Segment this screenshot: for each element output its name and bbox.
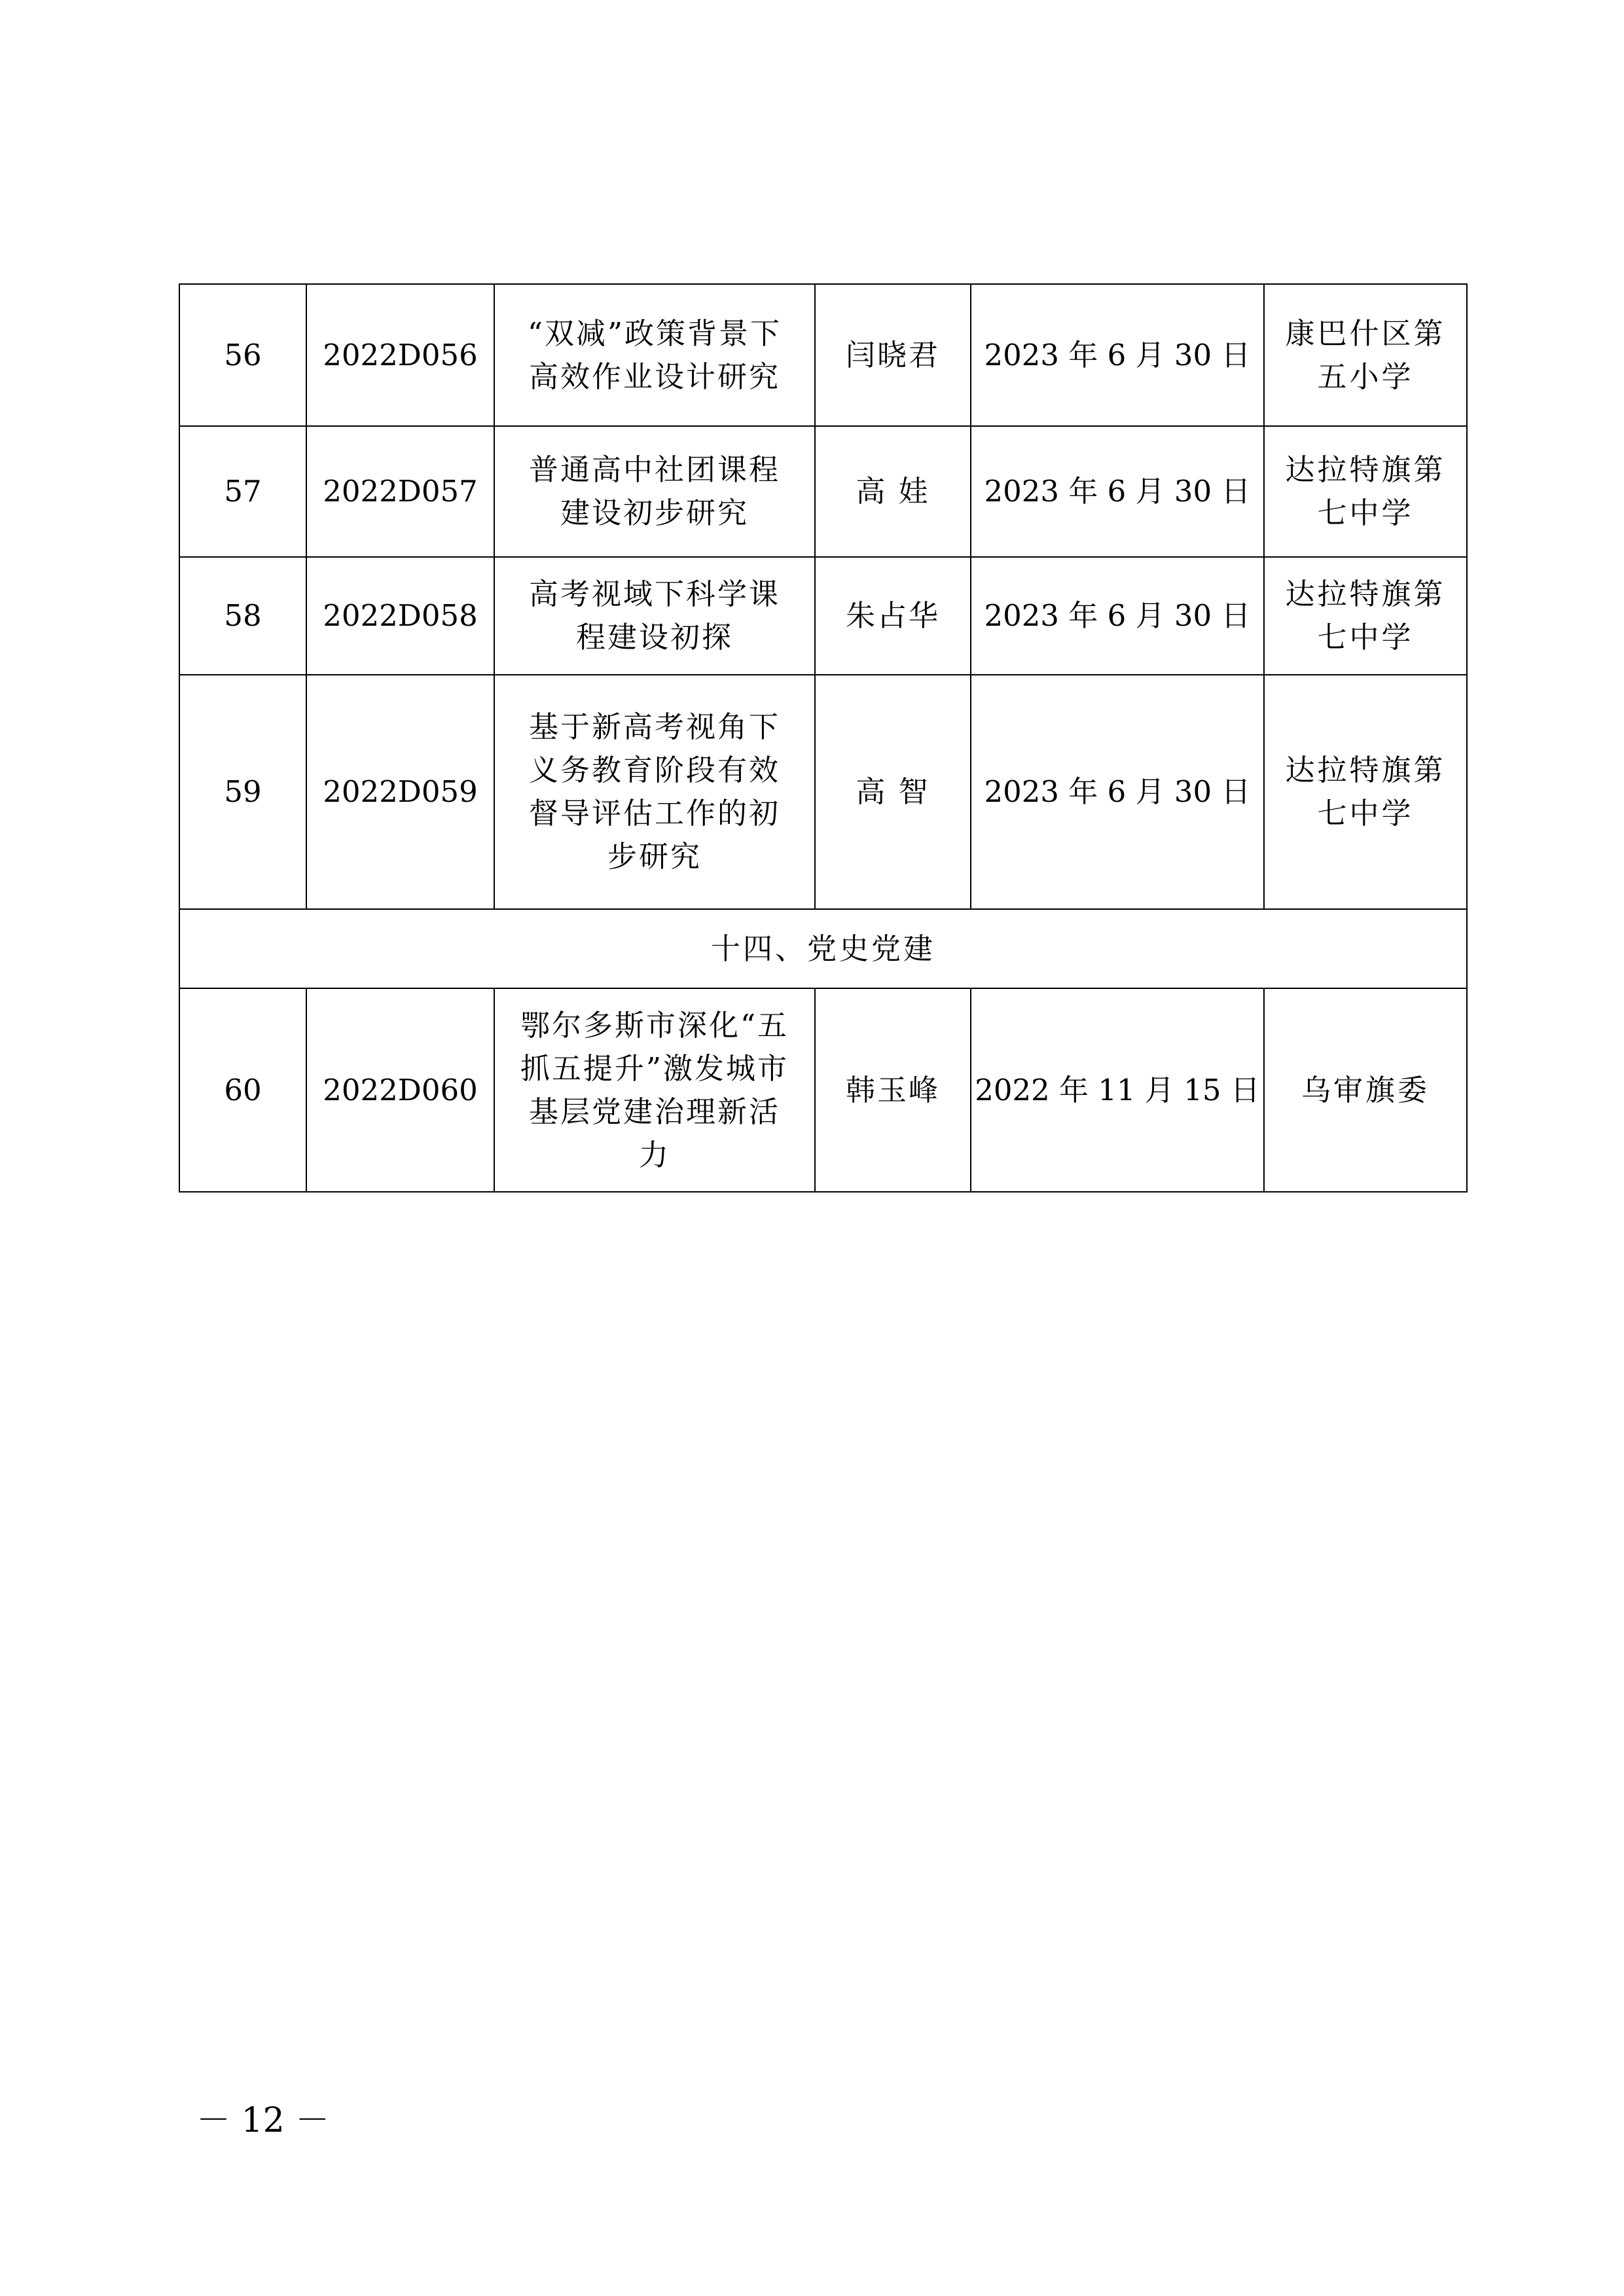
completion-date: 2023 年 6 月 30 日 bbox=[971, 284, 1264, 426]
project-title: 鄂尔多斯市深化“五抓五提升”激发城市基层党建治理新活力 bbox=[494, 988, 815, 1192]
row-number: 56 bbox=[179, 284, 306, 426]
table-row bbox=[179, 988, 1467, 1192]
work-unit: 乌审旗委 bbox=[1264, 988, 1467, 1192]
row-number: 60 bbox=[179, 988, 306, 1192]
project-leader: 韩玉峰 bbox=[815, 988, 971, 1192]
project-leader: 朱占华 bbox=[815, 557, 971, 675]
page-number: － 12 － bbox=[196, 2101, 330, 2140]
completion-date: 2022 年 11 月 15 日 bbox=[971, 988, 1264, 1192]
work-unit: 达拉特旗第七中学 bbox=[1264, 675, 1467, 909]
table-row bbox=[179, 557, 1467, 675]
project-title: 高考视域下科学课程建设初探 bbox=[494, 557, 815, 675]
project-code: 2022D057 bbox=[306, 426, 494, 557]
section-heading: 十四、党史党建 bbox=[179, 909, 1467, 988]
project-title: “双减”政策背景下高效作业设计研究 bbox=[494, 284, 815, 426]
table-row bbox=[179, 675, 1467, 909]
project-code: 2022D059 bbox=[306, 675, 494, 909]
project-title: 普通高中社团课程建设初步研究 bbox=[494, 426, 815, 557]
project-leader: 高 娃 bbox=[815, 426, 971, 557]
project-title: 基于新高考视角下义务教育阶段有效督导评估工作的初步研究 bbox=[494, 675, 815, 909]
project-leader: 闫晓君 bbox=[815, 284, 971, 426]
row-number: 57 bbox=[179, 426, 306, 557]
project-code: 2022D056 bbox=[306, 284, 494, 426]
table-row bbox=[179, 426, 1467, 557]
work-unit: 达拉特旗第七中学 bbox=[1264, 557, 1467, 675]
row-number: 59 bbox=[179, 675, 306, 909]
project-table bbox=[179, 283, 1468, 1193]
completion-date: 2023 年 6 月 30 日 bbox=[971, 426, 1264, 557]
completion-date: 2023 年 6 月 30 日 bbox=[971, 557, 1264, 675]
completion-date: 2023 年 6 月 30 日 bbox=[971, 675, 1264, 909]
work-unit: 达拉特旗第七中学 bbox=[1264, 426, 1467, 557]
project-leader: 高 智 bbox=[815, 675, 971, 909]
table-row bbox=[179, 284, 1467, 426]
section-heading-row bbox=[179, 909, 1467, 988]
project-code: 2022D058 bbox=[306, 557, 494, 675]
row-number: 58 bbox=[179, 557, 306, 675]
work-unit: 康巴什区第五小学 bbox=[1264, 284, 1467, 426]
project-code: 2022D060 bbox=[306, 988, 494, 1192]
